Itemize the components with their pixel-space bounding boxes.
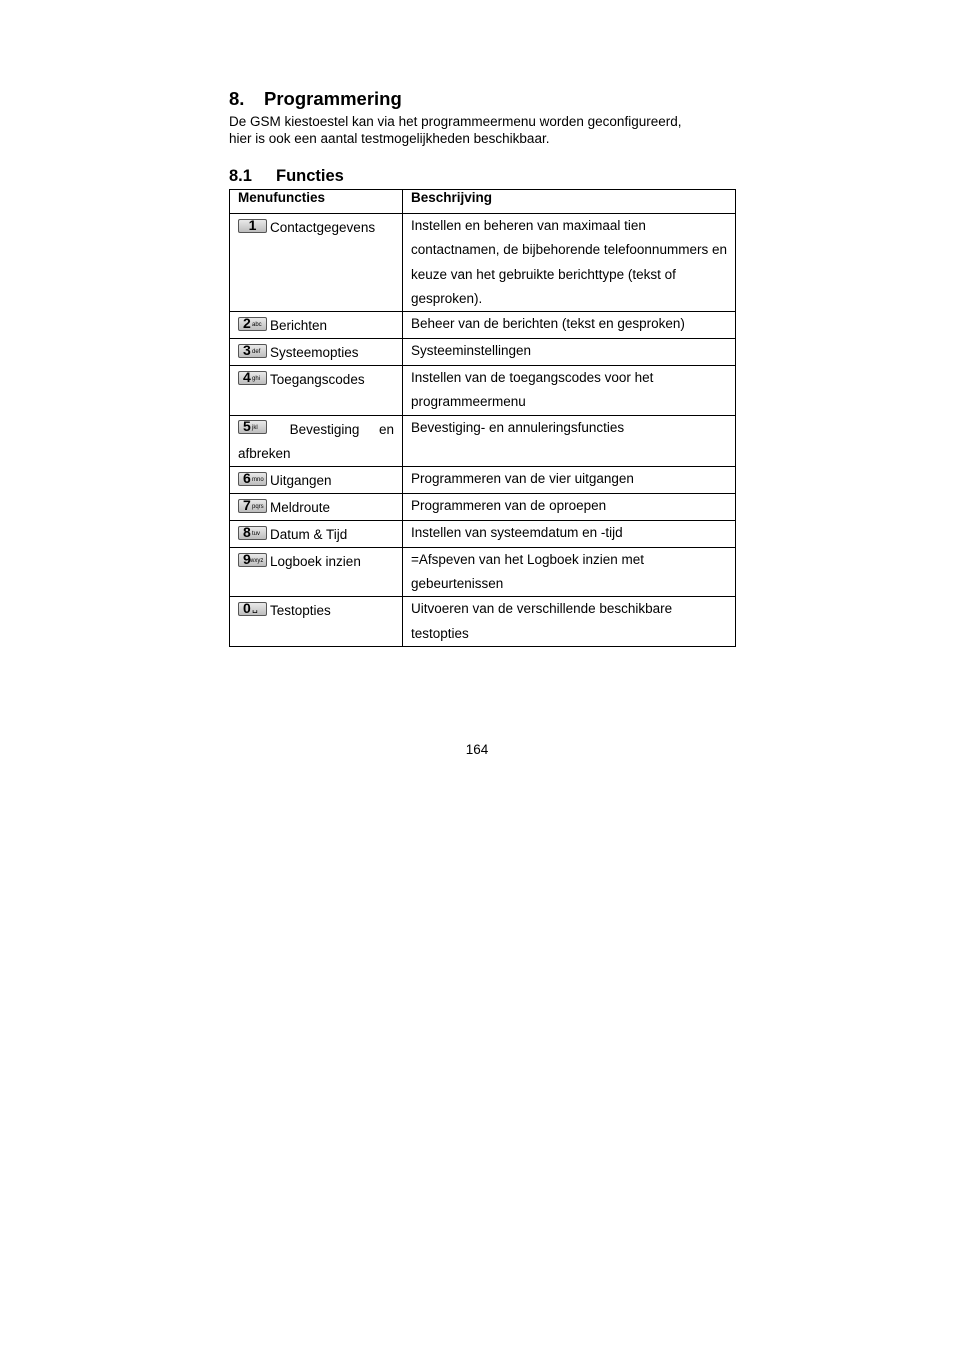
table-row	[230, 214, 736, 312]
table-row	[230, 466, 736, 493]
description-cell: Instellen en beheren van maximaal tien contactnamen, de bijbehorende telefoonnummers en keuze van het gebruikte berichttype (tekst of gesproken).	[403, 214, 736, 312]
page-content	[229, 86, 735, 647]
menu-cell	[230, 214, 403, 312]
menu-cell	[230, 339, 403, 366]
description-cell: Uitvoeren van de verschillende beschikbare testopties	[403, 597, 736, 647]
keypad-key-icon: 5 jkl	[238, 420, 267, 434]
keypad-key-icon: 6 mno	[238, 472, 267, 486]
keypad-key-icon: 0 ␣	[238, 602, 267, 616]
keypad-key-icon: 8 tuv	[238, 526, 267, 540]
section-title: Programmering	[264, 88, 402, 109]
keypad-key-icon: 4 ghi	[238, 371, 267, 385]
table-row	[230, 415, 736, 466]
description-cell: Beheer van de berichten (tekst en gesproken)	[403, 312, 736, 339]
menu-label: Systeemopties	[270, 345, 359, 361]
section-heading	[229, 86, 735, 112]
intro-line: De GSM kiestoestel kan via het programmeermenu worden geconfigureerd,	[229, 114, 682, 129]
menu-cell	[230, 366, 403, 416]
menu-cell	[230, 520, 403, 547]
section-number: 8.	[229, 88, 245, 109]
menu-cell	[230, 597, 403, 647]
keypad-key-icon: 2 abc	[238, 317, 267, 331]
menu-label: Berichten	[270, 318, 328, 334]
description-cell: Programmeren van de oproepen	[403, 493, 736, 520]
menu-label: Bevestiging	[289, 421, 360, 437]
menu-label: en	[378, 421, 394, 437]
description-cell: Instellen van systeemdatum en -tijd	[403, 520, 736, 547]
keypad-key-icon: 3 def	[238, 344, 267, 358]
description-cell: Systeeminstellingen	[403, 339, 736, 366]
menu-label: Meldroute	[270, 499, 331, 515]
table-row	[230, 366, 736, 416]
table-row	[230, 597, 736, 647]
description-cell: Programmeren van de vier uitgangen	[403, 466, 736, 493]
description-cell: =Afspeven van het Logboek inzien met gebeurtenissen	[403, 547, 736, 597]
menu-label-line	[238, 418, 394, 442]
menu-label: Contactgegevens	[270, 220, 376, 235]
table-row	[230, 339, 736, 366]
functions-table	[229, 189, 736, 647]
menu-label: Testopties	[270, 603, 331, 619]
menu-label: afbreken	[238, 445, 291, 461]
description-cell: Instellen van de toegangscodes voor het programmeermenu	[403, 366, 736, 416]
menu-label: Uitgangen	[270, 472, 332, 488]
table-header-row	[230, 190, 736, 214]
subsection-number: 8.1	[229, 167, 252, 185]
subsection-heading	[229, 165, 735, 187]
keypad-key-icon: 1	[238, 219, 267, 233]
table-row	[230, 493, 736, 520]
description-cell: Bevestiging- en annuleringsfuncties	[403, 415, 736, 466]
menu-label: Logboek inzien	[270, 553, 361, 569]
table-row	[230, 520, 736, 547]
menu-cell	[230, 493, 403, 520]
table-row	[230, 547, 736, 597]
column-header-menufuncties: Menufuncties	[230, 190, 403, 214]
table-row	[230, 312, 736, 339]
menu-cell	[230, 415, 403, 466]
subsection-title: Functies	[276, 167, 344, 185]
menu-cell	[230, 312, 403, 339]
menu-cell	[230, 466, 403, 493]
page-number: 164	[465, 742, 489, 757]
keypad-key-icon: 7 pqrs	[238, 499, 267, 513]
keypad-key-icon: 9 wxyz	[238, 553, 267, 567]
menu-label: Datum & Tijd	[270, 526, 348, 542]
section-intro	[229, 113, 735, 147]
menu-cell	[230, 547, 403, 597]
column-header-beschrijving: Beschrijving	[403, 190, 736, 214]
intro-line: hier is ook een aantal testmogelijkheden beschikbaar.	[229, 131, 550, 146]
menu-label: Toegangscodes	[270, 372, 365, 388]
